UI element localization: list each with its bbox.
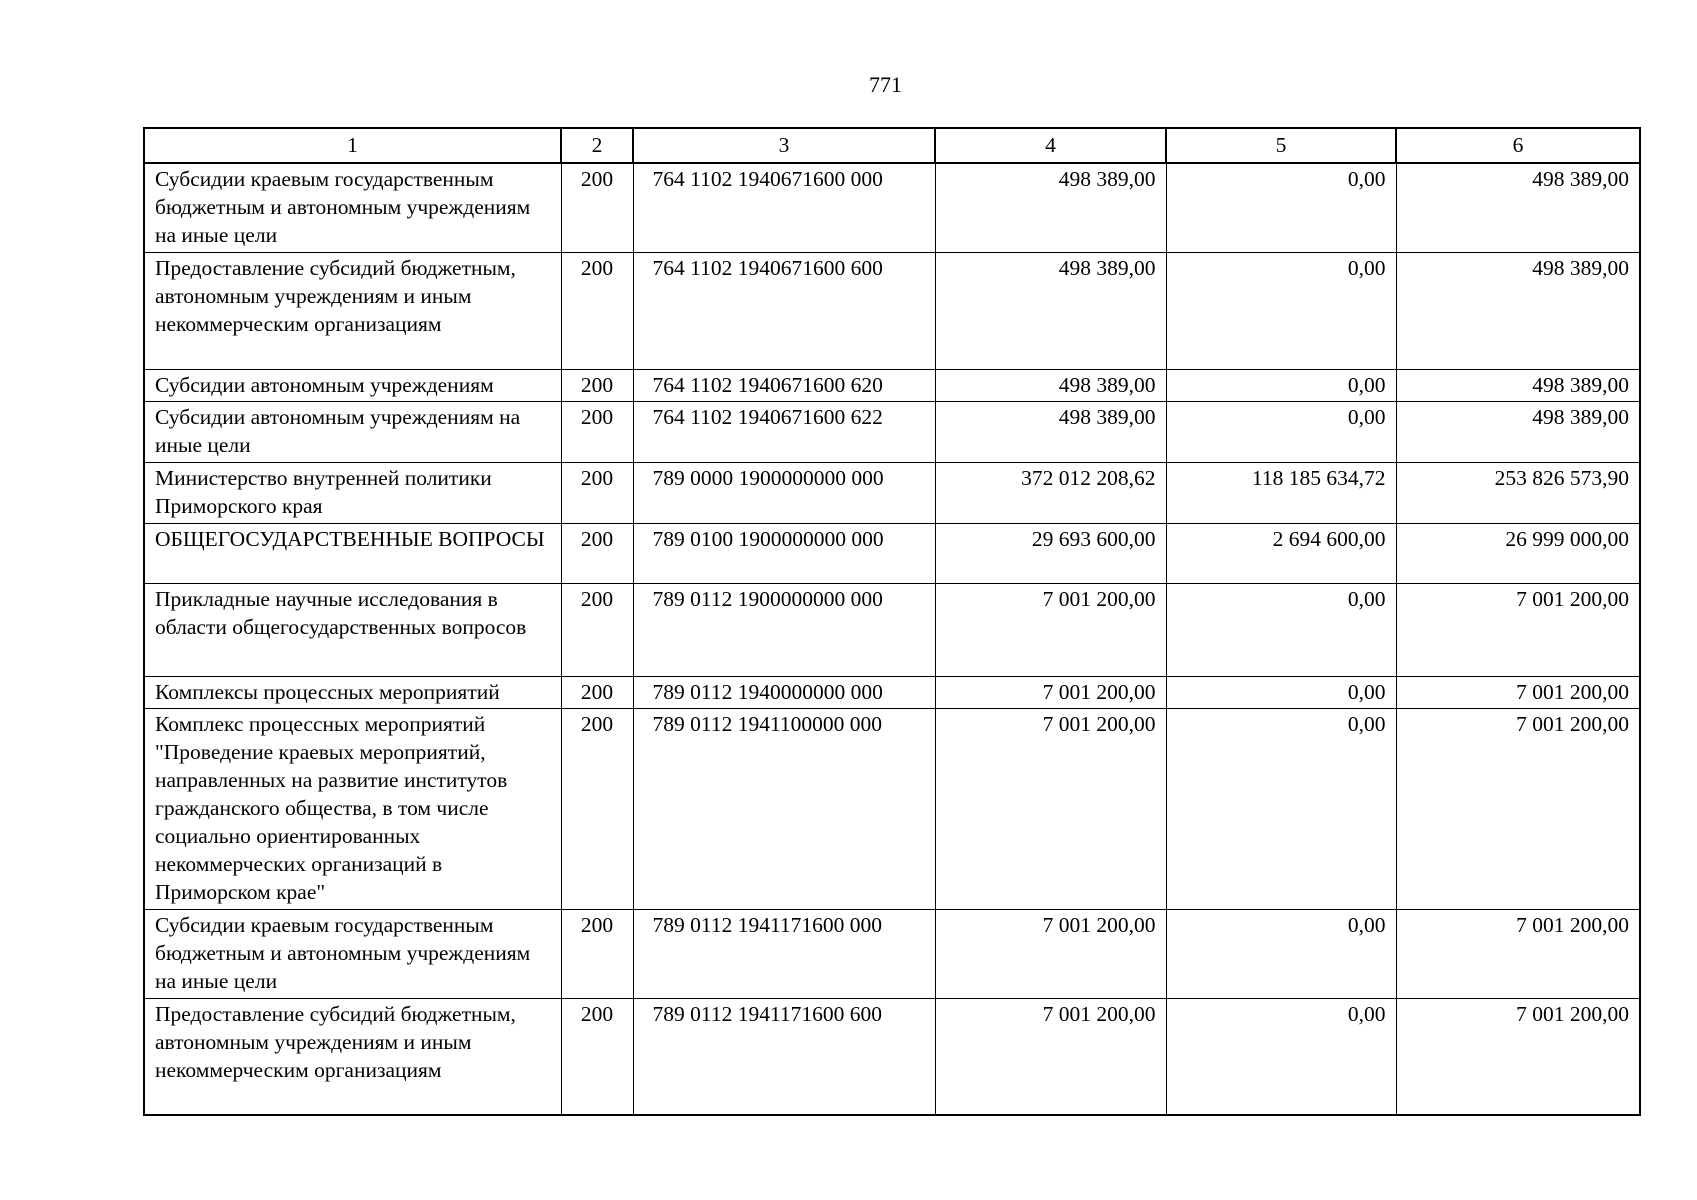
row-code: 200 — [561, 676, 633, 708]
row-code: 200 — [561, 252, 633, 369]
table-row — [144, 163, 1640, 252]
row-code: 200 — [561, 523, 633, 583]
row-col6: 498 389,00 — [1396, 252, 1640, 369]
row-name: Субсидии краевым государственным бюджетным и автономным учреждениям на иные цели — [144, 163, 561, 252]
budget-table — [143, 127, 1641, 1116]
row-col4: 372 012 208,62 — [935, 462, 1166, 523]
row-col5: 0,00 — [1166, 676, 1396, 708]
row-classification: 789 0112 1941171600 000 — [633, 909, 935, 998]
row-col5: 0,00 — [1166, 252, 1396, 369]
row-col6: 498 389,00 — [1396, 369, 1640, 401]
row-col6: 7 001 200,00 — [1396, 708, 1640, 909]
row-col5: 0,00 — [1166, 909, 1396, 998]
table-row — [144, 708, 1640, 909]
row-code: 200 — [561, 909, 633, 998]
row-col4: 498 389,00 — [935, 163, 1166, 252]
row-col4: 7 001 200,00 — [935, 909, 1166, 998]
row-classification: 764 1102 1940671600 620 — [633, 369, 935, 401]
row-classification: 789 0112 1941171600 600 — [633, 998, 935, 1115]
row-col5: 2 694 600,00 — [1166, 523, 1396, 583]
header-cell: 5 — [1166, 128, 1396, 163]
row-classification: 789 0100 1900000000 000 — [633, 523, 935, 583]
table-row — [144, 909, 1640, 998]
row-col6: 7 001 200,00 — [1396, 676, 1640, 708]
row-col6: 7 001 200,00 — [1396, 998, 1640, 1115]
table-row — [144, 998, 1640, 1115]
table-row — [144, 401, 1640, 462]
table-row — [144, 252, 1640, 369]
row-classification: 764 1102 1940671600 600 — [633, 252, 935, 369]
row-name: Министерство внутренней политики Приморского края — [144, 462, 561, 523]
row-classification: 789 0000 1900000000 000 — [633, 462, 935, 523]
row-col5: 0,00 — [1166, 998, 1396, 1115]
row-col5: 0,00 — [1166, 708, 1396, 909]
table-row — [144, 462, 1640, 523]
row-col4: 7 001 200,00 — [935, 708, 1166, 909]
row-name: Предоставление субсидий бюджетным, автономным учреждениям и иным некоммерческим организациям — [144, 252, 561, 369]
row-col5: 0,00 — [1166, 583, 1396, 676]
row-col4: 29 693 600,00 — [935, 523, 1166, 583]
row-classification: 789 0112 1900000000 000 — [633, 583, 935, 676]
row-col4: 7 001 200,00 — [935, 676, 1166, 708]
row-name: Субсидии автономным учреждениям — [144, 369, 561, 401]
row-col5: 0,00 — [1166, 401, 1396, 462]
row-classification: 789 0112 1940000000 000 — [633, 676, 935, 708]
row-col4: 498 389,00 — [935, 369, 1166, 401]
row-col6: 498 389,00 — [1396, 163, 1640, 252]
row-name: ОБЩЕГОСУДАРСТВЕННЫЕ ВОПРОСЫ — [144, 523, 561, 583]
header-cell: 4 — [935, 128, 1166, 163]
row-col5: 0,00 — [1166, 163, 1396, 252]
row-classification: 789 0112 1941100000 000 — [633, 708, 935, 909]
row-col4: 7 001 200,00 — [935, 998, 1166, 1115]
row-col6: 498 389,00 — [1396, 401, 1640, 462]
table-row — [144, 523, 1640, 583]
table-body — [144, 163, 1640, 1115]
header-row — [144, 128, 1640, 163]
row-classification: 764 1102 1940671600 622 — [633, 401, 935, 462]
row-code: 200 — [561, 462, 633, 523]
row-col6: 7 001 200,00 — [1396, 909, 1640, 998]
header-cell: 2 — [561, 128, 633, 163]
row-name: Прикладные научные исследования в области общегосударственных вопросов — [144, 583, 561, 676]
row-name: Субсидии автономным учреждениям на иные цели — [144, 401, 561, 462]
row-code: 200 — [561, 401, 633, 462]
row-col5: 0,00 — [1166, 369, 1396, 401]
row-col6: 7 001 200,00 — [1396, 583, 1640, 676]
row-col4: 498 389,00 — [935, 401, 1166, 462]
row-col4: 498 389,00 — [935, 252, 1166, 369]
table-row — [144, 676, 1640, 708]
header-cell: 1 — [144, 128, 561, 163]
page-number: 771 — [869, 72, 902, 97]
row-code: 200 — [561, 163, 633, 252]
row-col4: 7 001 200,00 — [935, 583, 1166, 676]
row-name: Субсидии краевым государственным бюджетным и автономным учреждениям на иные цели — [144, 909, 561, 998]
row-code: 200 — [561, 369, 633, 401]
table-header — [144, 128, 1640, 163]
row-col6: 26 999 000,00 — [1396, 523, 1640, 583]
row-col6: 253 826 573,90 — [1396, 462, 1640, 523]
row-code: 200 — [561, 998, 633, 1115]
row-name: Предоставление субсидий бюджетным, автономным учреждениям и иным некоммерческим организациям — [144, 998, 561, 1115]
header-cell: 3 — [633, 128, 935, 163]
row-col5: 118 185 634,72 — [1166, 462, 1396, 523]
row-classification: 764 1102 1940671600 000 — [633, 163, 935, 252]
table-row — [144, 583, 1640, 676]
header-cell: 6 — [1396, 128, 1640, 163]
row-code: 200 — [561, 708, 633, 909]
row-code: 200 — [561, 583, 633, 676]
table-row — [144, 369, 1640, 401]
row-name: Комплекс процессных мероприятий "Проведение краевых мероприятий, направленных на развитие институтов гражданского общества, в том числе социально ориентированных некоммерческих организаций в Приморском крае" — [144, 708, 561, 909]
row-name: Комплексы процессных мероприятий — [144, 676, 561, 708]
